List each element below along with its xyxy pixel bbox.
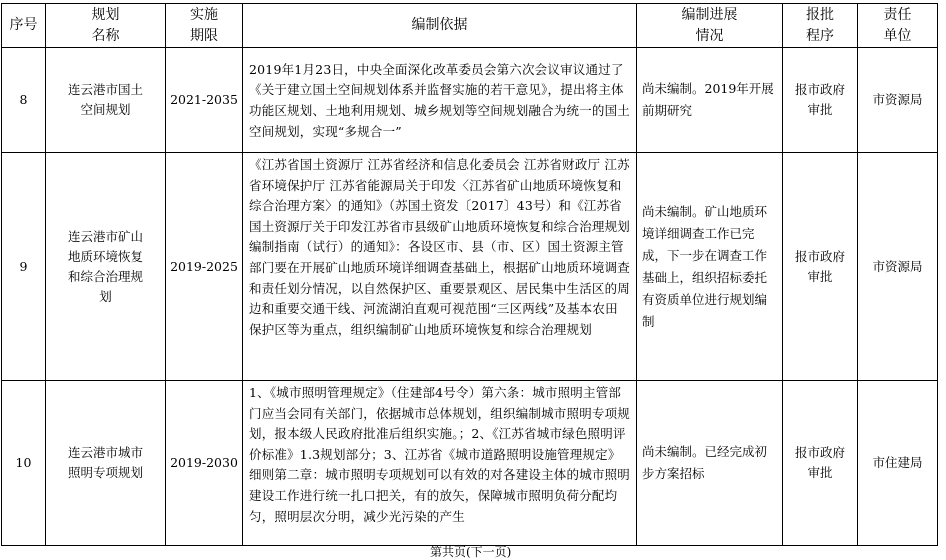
row-basis: 《江苏省国土资源厅 江苏省经济和信息化委员会 江苏省财政厅 江苏省环境保护厅 江苏省能源局关于印发〈江苏省矿山地质环境恢复和综合治理方案〉的通知》（苏国土资发〔2017〕43号）和《江苏省国土资源厅关于印发江苏省市县级矿山地质环境恢复和综合治理规划编制指南（试行）的通知》：各设区市、县（市、区）国土资源主管部门要在开展矿山地质环境详细调查基础上，根据矿山地质环境调查和责任划分情况，以自然保护区、重要景观区、居民集中生活区的周边和重要交通干线、河流湖泊直观可视范围“三区两线”及基本农田保护区等为重点，组织编制矿山地质环境恢复和综合治理规划 xyxy=(243,153,637,381)
header-basis: 编制依据 xyxy=(243,4,637,48)
header-approval: 报批 程序 xyxy=(783,4,858,48)
row-unit: 市资源局 xyxy=(858,153,938,381)
row-seq: 9 xyxy=(2,153,46,381)
row-approval: 报市政府 审批 xyxy=(783,48,858,153)
row-approval: 报市政府 审批 xyxy=(783,153,858,381)
header-name: 规划 名称 xyxy=(46,4,166,48)
header-seq: 序号 xyxy=(2,4,46,48)
row-period: 2021-2035 xyxy=(166,48,243,153)
planning-table xyxy=(1,3,938,546)
table-row xyxy=(2,153,938,381)
row-seq: 8 xyxy=(2,48,46,153)
row-name: 连云港市国土 空间规划 xyxy=(46,48,166,153)
row-approval: 报市政府 审批 xyxy=(783,381,858,546)
row-period: 2019-2030 xyxy=(166,381,243,546)
row-unit: 市资源局 xyxy=(858,48,938,153)
header-progress: 编制进展 情况 xyxy=(637,4,783,48)
row-progress: 尚未编制。2019年开展前期研究 xyxy=(637,48,783,153)
header-row xyxy=(2,4,938,48)
row-progress: 尚未编制。已经完成初步方案招标 xyxy=(637,381,783,546)
row-basis: 2019年1月23日，中央全面深化改革委员会第六次会议审议通过了《关于建立国土空间规划体系并监督实施的若干意见》，提出将主体功能区规划、土地利用规划、城乡规划等空间规划融合为统一的国土空间规划，实现“多规合一” xyxy=(243,48,637,153)
header-period: 实施 期限 xyxy=(166,4,243,48)
row-basis: 1、《城市照明管理规定》（住建部4号令）第六条：城市照明主管部门应当会同有关部门，依据城市总体规划，组织编制城市照明专项规划，报本级人民政府批准后组织实施。；2、《江苏省城市绿色照明评价标准》1.3规划部分；3、江苏省《城市道路照明设施管理规定》细则第二章：城市照明专项规划可以有效的对各建设主体的城市照明建设工作进行统一扎口把关，有的放矢，保障城市照明负荷分配均匀，照明层次分明，减少光污染的产生 xyxy=(243,381,637,546)
row-period: 2019-2025 xyxy=(166,153,243,381)
row-unit: 市住建局 xyxy=(858,381,938,546)
row-name: 连云港市矿山 地质环境恢复 和综合治理规 划 xyxy=(46,153,166,381)
page-footer: 第共页(下一页) xyxy=(430,545,512,559)
header-unit: 责任 单位 xyxy=(858,4,938,48)
row-seq: 10 xyxy=(2,381,46,546)
row-progress: 尚未编制。矿山地质环境详细调查工作已完成，下一步在调查工作基础上，组织招标委托有资质单位进行规划编制 xyxy=(637,153,783,381)
table-row xyxy=(2,48,938,153)
row-name: 连云港市城市 照明专项规划 xyxy=(46,381,166,546)
table-row xyxy=(2,381,938,546)
